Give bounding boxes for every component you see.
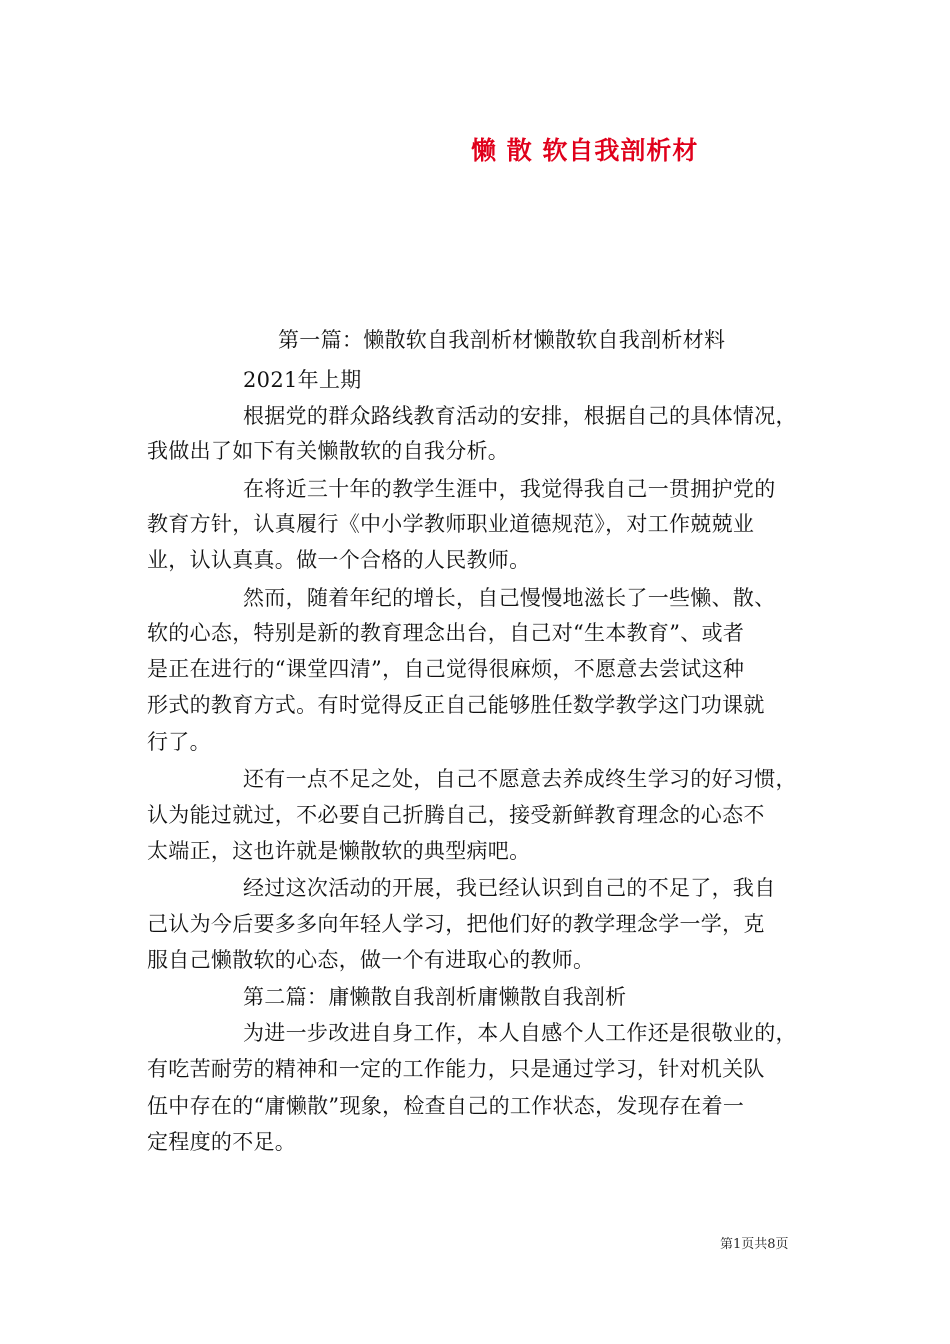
paragraph-line: 伍中存在的“庸懒散”现象，检查自己的工作状态，发现存在着一: [147, 1094, 745, 1118]
paragraph-line: 有吃苦耐劳的精神和一定的工作能力，只是通过学习，针对机关队: [147, 1057, 765, 1081]
paragraph-line: 根据党的群众路线教育活动的安排，根据自己的具体情况，: [243, 404, 797, 428]
paragraph-line: 软的心态，特别是新的教育理念出台，自己对“生本教育”、或者: [147, 621, 745, 645]
paragraph-line: 定程度的不足。: [147, 1130, 297, 1154]
paragraph-line: 还有一点不足之处，自己不愿意去养成终生学习的好习惯，: [243, 767, 797, 791]
paragraph-line: 教育方针，认真履行《中小学教师职业道德规范》，对工作兢兢业: [147, 512, 755, 536]
paragraph-line: 己认为今后要多多向年轻人学习，把他们好的教学理念学一学，克: [147, 912, 765, 936]
section-heading: 第一篇：懒散软自我剖析材懒散软自我剖析材料: [278, 328, 726, 352]
paragraph-line: 太端正，这也许就是懒散软的典型病吧。: [147, 839, 531, 863]
paragraph-line: 在将近三十年的教学生涯中，我觉得我自己一贯拥护党的: [243, 477, 776, 501]
paragraph-line: 认为能过就过，不必要自己折腾自己，接受新鲜教育理念的心态不: [147, 803, 765, 827]
paragraph-line: 形式的教育方式。有时觉得反正自己能够胜任数学教学这门功课就: [147, 693, 765, 717]
paragraph-line: 行了。: [147, 730, 211, 754]
section-heading: 第二篇：庸懒散自我剖析庸懒散自我剖析: [243, 985, 627, 1009]
document-title: 懒 散 软自我剖析材: [471, 136, 699, 165]
paragraph-line: 经过这次活动的开展，我已经认识到自己的不足了，我自: [243, 876, 776, 900]
paragraph-line: 我做出了如下有关懒散软的自我分析。: [147, 439, 510, 463]
paragraph-line: 服自己懒散软的心态，做一个有进取心的教师。: [147, 948, 595, 972]
paragraph-line: 业，认认真真。做一个合格的人民教师。: [147, 548, 531, 572]
paragraph-line: 是正在进行的“课堂四清”，自己觉得很麻烦，不愿意去尝试这种: [147, 657, 745, 681]
paragraph-line: 然而，随着年纪的增长，自己慢慢地滋长了一些懒、散、: [243, 586, 776, 610]
paragraph-line: 为进一步改进自身工作，本人自感个人工作还是很敬业的，: [243, 1021, 797, 1045]
date-line: 2021年上期: [243, 368, 362, 392]
page-number: 第1页共8页: [720, 1237, 789, 1252]
